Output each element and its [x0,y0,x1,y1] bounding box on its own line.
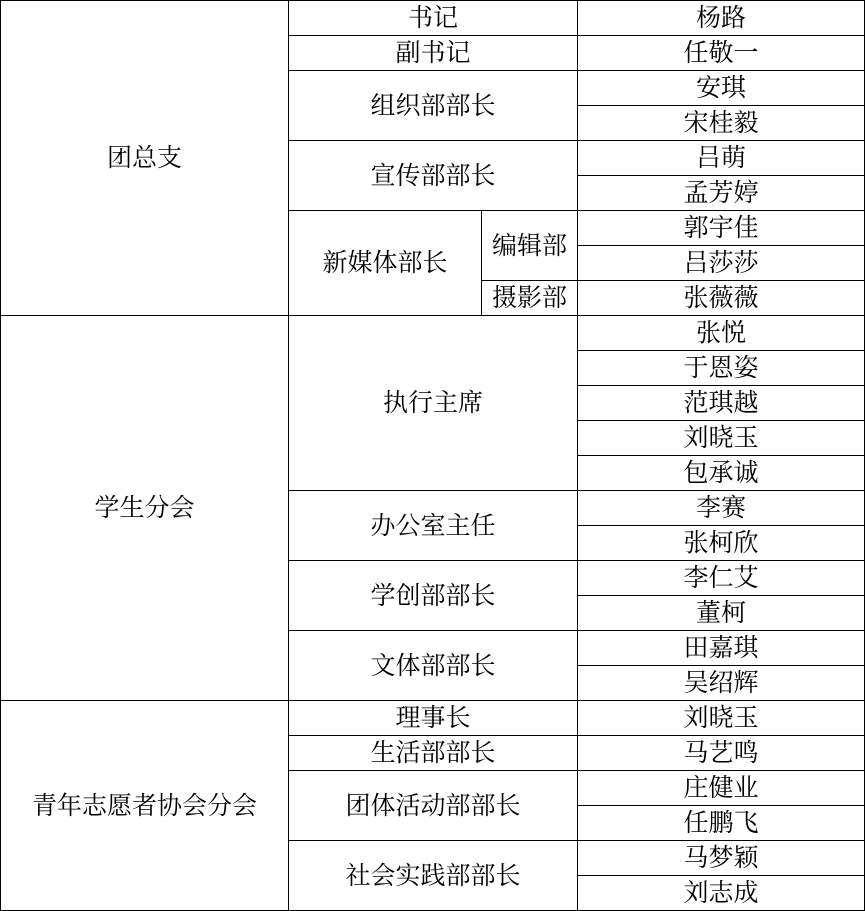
member-name: 宋桂毅 [578,106,865,141]
section-name: 青年志愿者协会分会 [1,701,289,911]
role-title: 团体活动部部长 [289,771,578,841]
table-row [1,316,865,351]
section-name: 团总支 [1,1,289,316]
member-name: 马梦颖 [578,841,865,876]
member-name: 孟芳婷 [578,176,865,211]
member-name: 范琪越 [578,386,865,421]
section-name: 学生分会 [1,316,289,701]
member-name: 吴绍辉 [578,666,865,701]
member-name: 田嘉琪 [578,631,865,666]
member-name: 刘晓玉 [578,701,865,736]
member-name: 庄健业 [578,771,865,806]
role-title: 社会实践部部长 [289,841,578,911]
subgroup-title: 编辑部 [482,211,578,281]
member-name: 于恩姿 [578,351,865,386]
role-title: 理事长 [289,701,578,736]
member-name: 张柯欣 [578,526,865,561]
member-name: 李赛 [578,491,865,526]
role-title: 生活部部长 [289,736,578,771]
member-name: 张薇薇 [578,281,865,316]
table-row [1,701,865,736]
member-name: 马艺鸣 [578,736,865,771]
role-title: 文体部部长 [289,631,578,701]
role-title: 宣传部部长 [289,141,578,211]
member-name: 郭宇佳 [578,211,865,246]
member-name: 刘志成 [578,876,865,911]
member-name: 包承诚 [578,456,865,491]
member-name: 吕莎莎 [578,246,865,281]
member-name: 刘晓玉 [578,421,865,456]
table-row [1,1,865,36]
member-name: 任敬一 [578,36,865,71]
member-name: 杨路 [578,1,865,36]
member-name: 李仁艾 [578,561,865,596]
role-title: 办公室主任 [289,491,578,561]
role-title: 组织部部长 [289,71,578,141]
role-title: 副书记 [289,36,578,71]
member-name: 吕萌 [578,141,865,176]
role-title: 新媒体部长 [289,211,482,316]
role-title: 执行主席 [289,316,578,491]
member-name: 董柯 [578,596,865,631]
role-title: 书记 [289,1,578,36]
member-name: 张悦 [578,316,865,351]
member-name: 安琪 [578,71,865,106]
member-name: 任鹏飞 [578,806,865,841]
subgroup-title: 摄影部 [482,281,578,316]
role-title: 学创部部长 [289,561,578,631]
